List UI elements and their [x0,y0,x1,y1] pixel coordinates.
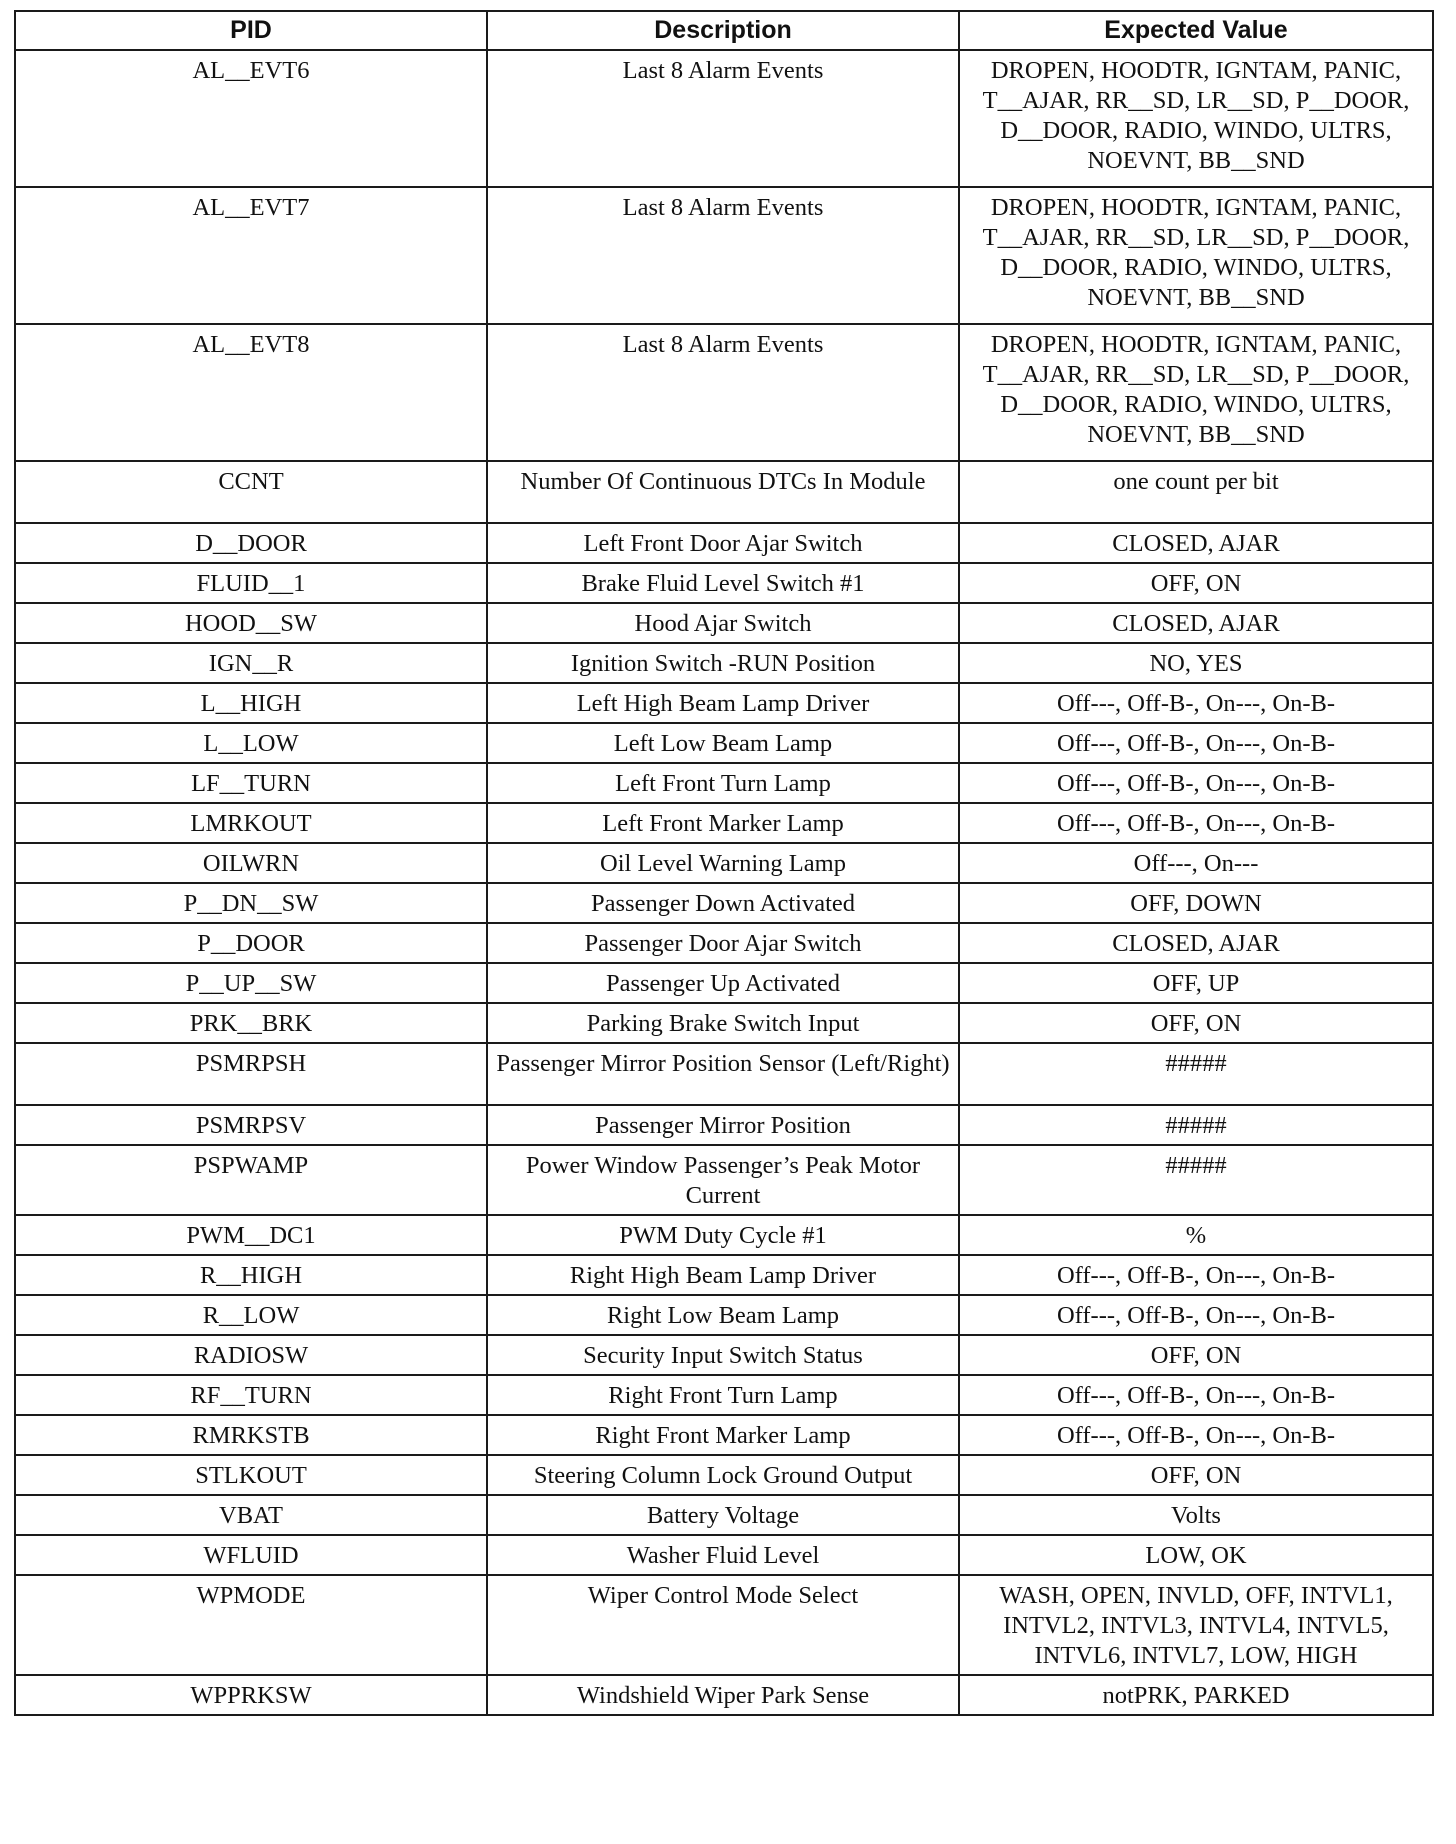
description-cell: Left High Beam Lamp Driver [487,683,959,723]
pid-cell: CCNT [15,461,487,523]
description-cell: Parking Brake Switch Input [487,1003,959,1043]
description-cell: Passenger Down Activated [487,883,959,923]
description-cell: Power Window Passenger’s Peak Motor Current [487,1145,959,1215]
expected-value-cell: WASH, OPEN, INVLD, OFF, INTVL1, INTVL2, INTVL3, INTVL4, INTVL5, INTVL6, INTVL7, LOW, HIGH [959,1575,1433,1675]
description-cell: Oil Level Warning Lamp [487,843,959,883]
description-cell: Left Low Beam Lamp [487,723,959,763]
pid-cell: PSMRPSH [15,1043,487,1105]
description-cell: Security Input Switch Status [487,1335,959,1375]
expected-value-cell: % [959,1215,1433,1255]
expected-value-cell: CLOSED, AJAR [959,603,1433,643]
pid-cell: LMRKOUT [15,803,487,843]
description-cell: Left Front Door Ajar Switch [487,523,959,563]
expected-value-cell: OFF, DOWN [959,883,1433,923]
expected-value-cell: Off---, Off-B-, On---, On-B- [959,803,1433,843]
table-row [15,763,1433,803]
expected-value-cell: DROPEN, HOODTR, IGNTAM, PANIC, T__AJAR, RR__SD, LR__SD, P__DOOR, D__DOOR, RADIO, WINDO, ULTRS, NOEVNT, BB__SND [959,187,1433,324]
description-cell: PWM Duty Cycle #1 [487,1215,959,1255]
description-cell: Passenger Mirror Position [487,1105,959,1145]
description-cell: Right Low Beam Lamp [487,1295,959,1335]
table-row [15,803,1433,843]
table-row [15,923,1433,963]
table-row [15,1255,1433,1295]
description-cell: Last 8 Alarm Events [487,187,959,324]
pid-cell: FLUID__1 [15,563,487,603]
pid-cell: RMRKSTB [15,1415,487,1455]
expected-value-cell: notPRK, PARKED [959,1675,1433,1715]
pid-cell: L__LOW [15,723,487,763]
expected-value-cell: LOW, OK [959,1535,1433,1575]
description-cell: Right High Beam Lamp Driver [487,1255,959,1295]
pid-cell: PWM__DC1 [15,1215,487,1255]
pid-cell: P__UP__SW [15,963,487,1003]
pid-cell: D__DOOR [15,523,487,563]
expected-value-cell: ##### [959,1043,1433,1105]
header-pid: PID [15,11,487,50]
table-row [15,1495,1433,1535]
pid-cell: LF__TURN [15,763,487,803]
expected-value-cell: DROPEN, HOODTR, IGNTAM, PANIC, T__AJAR, RR__SD, LR__SD, P__DOOR, D__DOOR, RADIO, WINDO, ULTRS, NOEVNT, BB__SND [959,324,1433,461]
table-row [15,1575,1433,1675]
table-row [15,643,1433,683]
expected-value-cell: Off---, Off-B-, On---, On-B- [959,723,1433,763]
table-row [15,883,1433,923]
pid-cell: PSMRPSV [15,1105,487,1145]
description-cell: Right Front Turn Lamp [487,1375,959,1415]
description-cell: Washer Fluid Level [487,1535,959,1575]
table-row [15,723,1433,763]
pid-cell: WFLUID [15,1535,487,1575]
pid-cell: AL__EVT7 [15,187,487,324]
table-row [15,963,1433,1003]
table-row [15,1415,1433,1455]
expected-value-cell: Off---, Off-B-, On---, On-B- [959,1375,1433,1415]
expected-value-cell: CLOSED, AJAR [959,923,1433,963]
expected-value-cell: OFF, ON [959,1003,1433,1043]
pid-cell: STLKOUT [15,1455,487,1495]
expected-value-cell: OFF, ON [959,563,1433,603]
pid-cell: WPPRKSW [15,1675,487,1715]
header-expected-value: Expected Value [959,11,1433,50]
pid-cell: PSPWAMP [15,1145,487,1215]
table-row [15,1375,1433,1415]
description-cell: Brake Fluid Level Switch #1 [487,563,959,603]
table-row [15,1335,1433,1375]
pid-cell: P__DOOR [15,923,487,963]
table-row [15,1105,1433,1145]
description-cell: Battery Voltage [487,1495,959,1535]
pid-cell: OILWRN [15,843,487,883]
expected-value-cell: Off---, Off-B-, On---, On-B- [959,763,1433,803]
description-cell: Left Front Marker Lamp [487,803,959,843]
table-row [15,50,1433,187]
expected-value-cell: CLOSED, AJAR [959,523,1433,563]
table-row [15,461,1433,523]
description-cell: Right Front Marker Lamp [487,1415,959,1455]
table-row [15,563,1433,603]
description-cell: Wiper Control Mode Select [487,1575,959,1675]
pid-cell: VBAT [15,1495,487,1535]
table-row [15,683,1433,723]
header-row [15,11,1433,50]
expected-value-cell: ##### [959,1145,1433,1215]
table-row [15,1535,1433,1575]
pid-cell: P__DN__SW [15,883,487,923]
pid-cell: L__HIGH [15,683,487,723]
pid-cell: AL__EVT6 [15,50,487,187]
table-row [15,843,1433,883]
pid-table [14,10,1434,1716]
expected-value-cell: OFF, UP [959,963,1433,1003]
table-row [15,1043,1433,1105]
expected-value-cell: NO, YES [959,643,1433,683]
description-cell: Hood Ajar Switch [487,603,959,643]
pid-cell: R__LOW [15,1295,487,1335]
description-cell: Left Front Turn Lamp [487,763,959,803]
description-cell: Last 8 Alarm Events [487,324,959,461]
table-row [15,1455,1433,1495]
pid-cell: AL__EVT8 [15,324,487,461]
expected-value-cell: OFF, ON [959,1335,1433,1375]
table-row [15,1215,1433,1255]
pid-cell: RF__TURN [15,1375,487,1415]
expected-value-cell: Off---, On--- [959,843,1433,883]
table-row [15,523,1433,563]
table-row [15,1003,1433,1043]
table-row [15,1145,1433,1215]
description-cell: Passenger Mirror Position Sensor (Left/Right) [487,1043,959,1105]
description-cell: Last 8 Alarm Events [487,50,959,187]
pid-cell: R__HIGH [15,1255,487,1295]
expected-value-cell: Volts [959,1495,1433,1535]
expected-value-cell: one count per bit [959,461,1433,523]
expected-value-cell: Off---, Off-B-, On---, On-B- [959,683,1433,723]
table-row [15,1675,1433,1715]
expected-value-cell: OFF, ON [959,1455,1433,1495]
description-cell: Passenger Up Activated [487,963,959,1003]
pid-cell: IGN__R [15,643,487,683]
expected-value-cell: Off---, Off-B-, On---, On-B- [959,1255,1433,1295]
table-row [15,187,1433,324]
header-description: Description [487,11,959,50]
description-cell: Number Of Continuous DTCs In Module [487,461,959,523]
expected-value-cell: ##### [959,1105,1433,1145]
description-cell: Windshield Wiper Park Sense [487,1675,959,1715]
expected-value-cell: DROPEN, HOODTR, IGNTAM, PANIC, T__AJAR, RR__SD, LR__SD, P__DOOR, D__DOOR, RADIO, WINDO, ULTRS, NOEVNT, BB__SND [959,50,1433,187]
description-cell: Passenger Door Ajar Switch [487,923,959,963]
table-row [15,324,1433,461]
description-cell: Steering Column Lock Ground Output [487,1455,959,1495]
table-row [15,603,1433,643]
pid-cell: WPMODE [15,1575,487,1675]
pid-cell: PRK__BRK [15,1003,487,1043]
expected-value-cell: Off---, Off-B-, On---, On-B- [959,1295,1433,1335]
pid-cell: HOOD__SW [15,603,487,643]
description-cell: Ignition Switch -RUN Position [487,643,959,683]
table-row [15,1295,1433,1335]
pid-cell: RADIOSW [15,1335,487,1375]
expected-value-cell: Off---, Off-B-, On---, On-B- [959,1415,1433,1455]
